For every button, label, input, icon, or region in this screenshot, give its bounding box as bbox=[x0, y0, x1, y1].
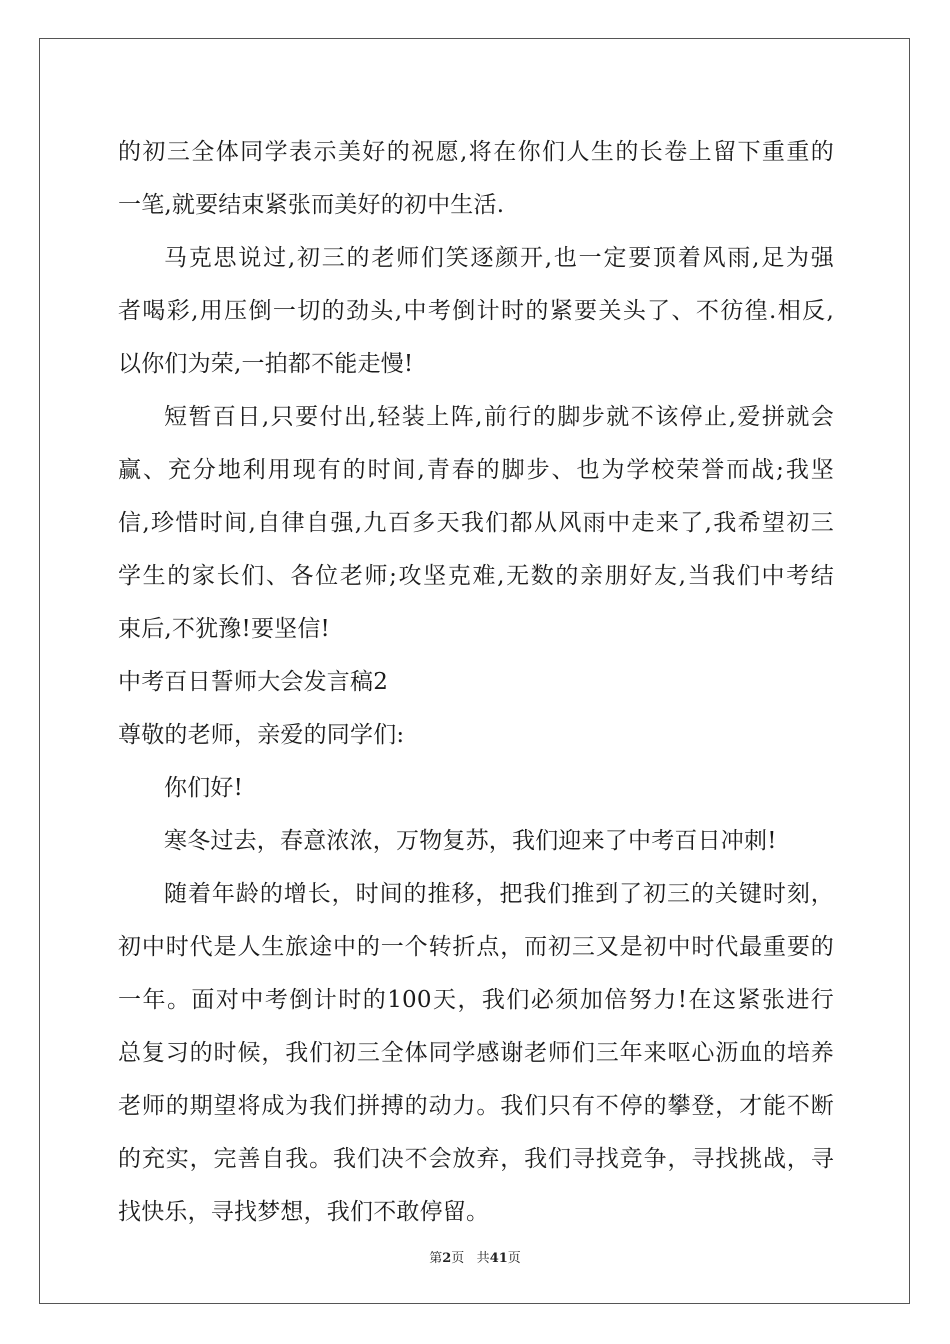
paragraph-line: 随着年龄的增长，时间的推移，把我们推到了初三的关键时刻， bbox=[164, 881, 834, 907]
paragraph-line: 短暂百日,只要付出,轻装上阵,前行的脚步就不该停止,爱拼就会 bbox=[164, 404, 834, 430]
paragraph-line: 马克思说过,初三的老师们笑逐颜开,也一定要顶着风雨,足为强 bbox=[164, 245, 834, 271]
paragraph-line: 学生的家长们、各位老师;攻坚克难,无数的亲朋好友,当我们中考结 bbox=[118, 563, 834, 589]
salutation: 尊敬的老师，亲爱的同学们: bbox=[118, 722, 405, 748]
total-suffix: 页 bbox=[507, 1251, 521, 1266]
paragraph-line: 找快乐，寻找梦想，我们不敢停留。 bbox=[118, 1199, 490, 1225]
paragraph-line: 赢、充分地利用现有的时间,青春的脚步、也为学校荣誉而战;我坚 bbox=[118, 457, 834, 483]
page-footer bbox=[0, 1247, 950, 1266]
total-pages: 41 bbox=[489, 1251, 508, 1266]
paragraph-line: 初中时代是人生旅途中的一个转折点，而初三又是初中时代最重要的 bbox=[118, 934, 834, 960]
paragraph-line: 的充实，完善自我。我们决不会放弃，我们寻找竞争，寻找挑战，寻 bbox=[118, 1146, 834, 1172]
paragraph-line: 总复习的时候，我们初三全体同学感谢老师们三年来呕心沥血的培养 bbox=[118, 1040, 834, 1066]
paragraph-line: 信,珍惜时间,自律自强,九百多天我们都从风雨中走来了,我希望初三 bbox=[118, 510, 834, 536]
paragraph-line: 的初三全体同学表示美好的祝愿,将在你们人生的长卷上留下重重的 bbox=[118, 139, 834, 165]
paragraph-line: 一年。面对中考倒计时的100天，我们必须加倍努力!在这紧张进行 bbox=[118, 987, 834, 1013]
page-suffix: 页 bbox=[451, 1251, 465, 1266]
document-body bbox=[118, 126, 834, 1239]
section-title: 中考百日誓师大会发言稿2 bbox=[118, 669, 389, 695]
page-prefix: 第 bbox=[429, 1251, 443, 1266]
paragraph-line: 束后,不犹豫!要坚信! bbox=[118, 616, 330, 642]
paragraph-line: 者喝彩,用压倒一切的劲头,中考倒计时的紧要关头了、不彷徨.相反, bbox=[118, 298, 834, 324]
greeting: 你们好! bbox=[164, 775, 244, 801]
paragraph-line: 一笔,就要结束紧张而美好的初中生活. bbox=[118, 192, 505, 218]
page-number: 2 bbox=[442, 1251, 452, 1266]
paragraph-line: 以你们为荣,一拍都不能走慢! bbox=[118, 351, 414, 377]
total-prefix: 共 bbox=[476, 1251, 490, 1266]
paragraph-line: 老师的期望将成为我们拼搏的动力。我们只有不停的攀登，才能不断 bbox=[118, 1093, 834, 1119]
paragraph-line: 寒冬过去，春意浓浓，万物复苏，我们迎来了中考百日冲刺! bbox=[164, 828, 777, 854]
